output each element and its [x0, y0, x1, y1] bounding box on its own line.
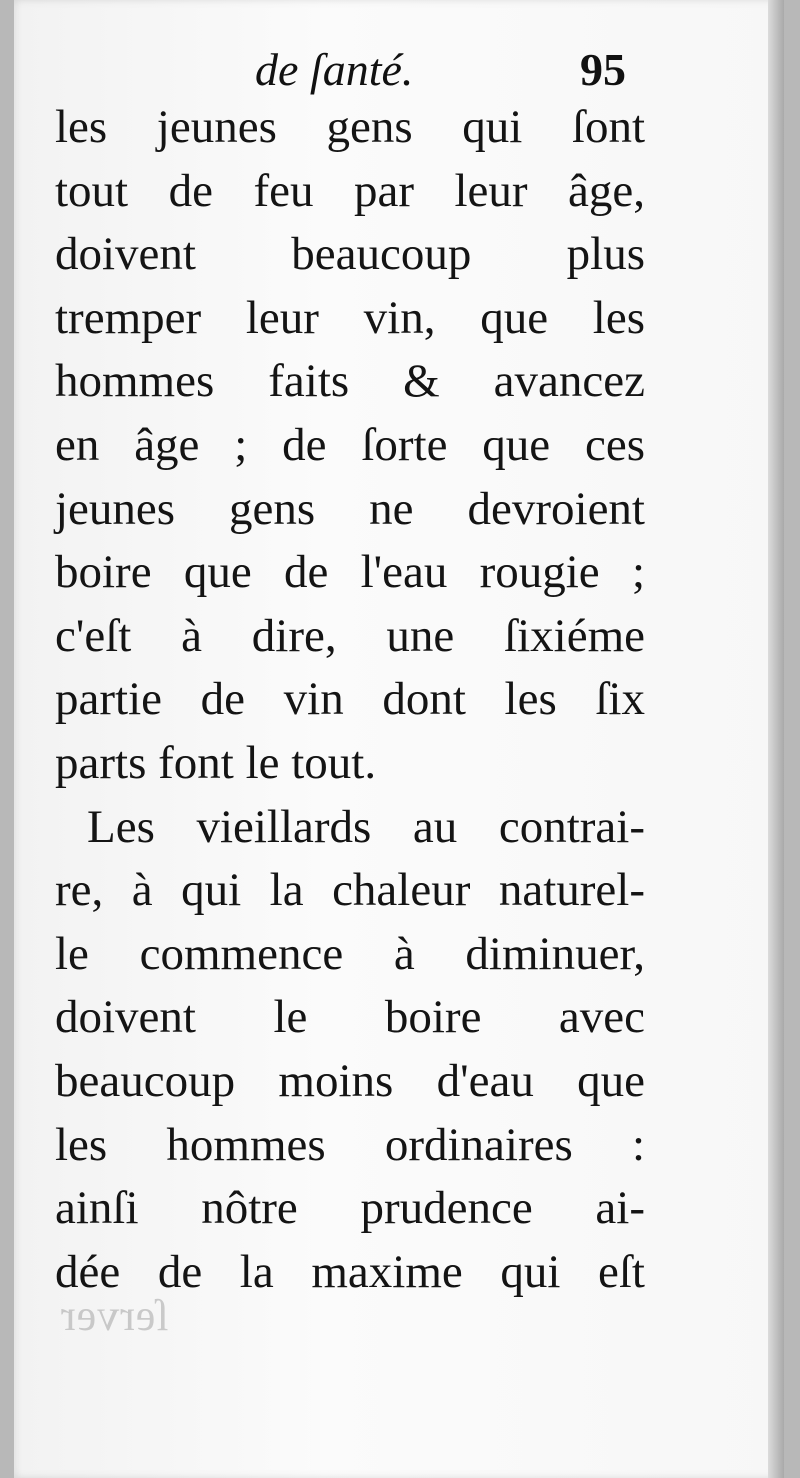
text-line: en âge ; de ſorte que ces [55, 418, 645, 471]
text-line: partie de vin dont les ſix [55, 673, 645, 726]
text-line: les hommes ordinaires : [55, 1118, 645, 1171]
text-line: boire que de l'eau rougie ; [55, 546, 645, 599]
text-line: les jeunes gens qui ſont [55, 101, 645, 153]
text-line: jeunes gens ne devroient [55, 482, 645, 535]
page-number: 95 [580, 44, 626, 95]
text-line: hommes faits & avancez [55, 355, 645, 408]
text-line: tout de feu par leur âge, [55, 164, 645, 217]
text-line: c'eſt à dire, une ſixiéme [55, 609, 645, 662]
body-text [55, 96, 645, 1304]
text-line: le commence à diminuer, [55, 927, 645, 980]
show-through-catchword: ſerver [60, 1291, 169, 1340]
text-line: re, à qui la chaleur naturel- [55, 864, 645, 917]
text-line: doivent le boire avec [55, 991, 645, 1044]
paragraph-end-line: parts font le tout. [55, 736, 377, 789]
paragraph-start-line: Les vieillards au contrai- [87, 800, 645, 853]
text-line: tremper leur vin, que les [55, 291, 645, 344]
text-line: doivent beaucoup plus [55, 228, 645, 281]
page-edge-shadow [768, 0, 784, 1478]
text-line: beaucoup moins d'eau que [55, 1054, 645, 1107]
text-line: ainſi nôtre prudence ai- [55, 1182, 645, 1235]
text-line: dée de la maxime qui eſt [55, 1245, 645, 1298]
running-head: de ſanté. [255, 44, 414, 95]
